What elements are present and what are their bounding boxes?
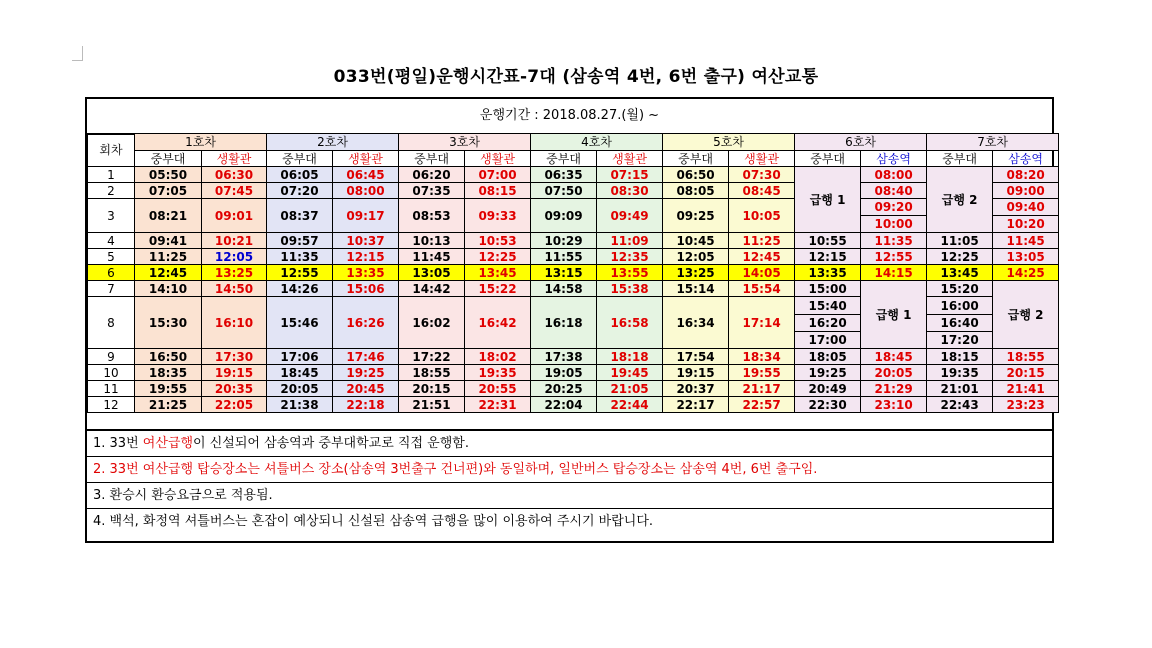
time-cell: 15:46: [267, 297, 333, 349]
time-cell: 16:02: [399, 297, 465, 349]
time-cell: 20:05: [861, 365, 927, 381]
header-stop: 삼송역: [993, 151, 1059, 167]
time-cell: 07:35: [399, 183, 465, 199]
time-cell: 18:45: [861, 349, 927, 365]
time-cell: 15:14: [663, 281, 729, 297]
round-number: 6: [88, 265, 135, 281]
time-cell: 17:06: [267, 349, 333, 365]
time-cell: 13:25: [663, 265, 729, 281]
time-cell: 22:18: [333, 397, 399, 413]
time-cell: 13:25: [202, 265, 267, 281]
header-stop: 삼송역: [861, 151, 927, 167]
time-cell: 05:50: [135, 167, 202, 183]
header-stop: 중부대: [795, 151, 861, 167]
header-bus: 5호차: [663, 134, 795, 151]
note-4: 4. 백석, 화정역 셔틀버스는 혼잡이 예상되니 신설된 삼송역 급행을 많이 이용하여 주시기 바랍니다.: [87, 508, 1052, 534]
time-cell: 15:22: [465, 281, 531, 297]
express-time-stack: [927, 297, 993, 349]
express-2-label: 급행 2: [993, 281, 1059, 349]
time-cell: 12:55: [861, 249, 927, 265]
time-cell: 18:15: [927, 349, 993, 365]
time-cell: 20:35: [202, 381, 267, 397]
express-time: 17:00: [795, 331, 860, 348]
time-cell: 20:45: [333, 381, 399, 397]
express-time: 10:00: [861, 215, 926, 232]
time-cell: 10:45: [663, 233, 729, 249]
time-cell: 19:25: [333, 365, 399, 381]
time-cell: 14:26: [267, 281, 333, 297]
time-cell: 10:53: [465, 233, 531, 249]
table-row: [88, 281, 1059, 297]
time-cell: 16:58: [597, 297, 663, 349]
time-cell: 23:23: [993, 397, 1059, 413]
header-stop: 생활관: [202, 151, 267, 167]
table-row: [88, 233, 1059, 249]
time-cell: 09:01: [202, 199, 267, 233]
time-cell: 14:10: [135, 281, 202, 297]
time-cell: 14:15: [861, 265, 927, 281]
time-cell: 18:02: [465, 349, 531, 365]
round-number: 5: [88, 249, 135, 265]
time-cell: 07:50: [531, 183, 597, 199]
time-cell: 20:55: [465, 381, 531, 397]
time-cell: 06:45: [333, 167, 399, 183]
time-cell: 20:25: [531, 381, 597, 397]
time-cell: 16:10: [202, 297, 267, 349]
time-cell: 08:21: [135, 199, 202, 233]
time-cell: 18:34: [729, 349, 795, 365]
time-cell: 12:05: [663, 249, 729, 265]
time-cell: 08:00: [333, 183, 399, 199]
time-cell: 19:55: [729, 365, 795, 381]
time-cell: 06:50: [663, 167, 729, 183]
time-cell: 12:45: [135, 265, 202, 281]
timetable-frame: [85, 97, 1054, 543]
table-row: [88, 249, 1059, 265]
time-cell: 16:18: [531, 297, 597, 349]
round-number: 11: [88, 381, 135, 397]
header-bus: 1호차: [135, 134, 267, 151]
header-bus: 3호차: [399, 134, 531, 151]
time-cell: 07:15: [597, 167, 663, 183]
note-1-text: 이 신설되어 삼송역과 중부대학교로 직접 운행함.: [193, 436, 469, 451]
time-cell: 20:15: [993, 365, 1059, 381]
time-cell: 08:45: [729, 183, 795, 199]
express-2-label: 급행 2: [927, 167, 993, 233]
time-cell: 08:37: [267, 199, 333, 233]
time-cell: 14:25: [993, 265, 1059, 281]
time-cell: 13:55: [597, 265, 663, 281]
time-cell: 22:31: [465, 397, 531, 413]
table-row: [88, 381, 1059, 397]
header-stop: 중부대: [927, 151, 993, 167]
time-cell: 14:05: [729, 265, 795, 281]
time-cell: 10:13: [399, 233, 465, 249]
express-time: 08:20: [993, 167, 1059, 183]
time-cell: 17:22: [399, 349, 465, 365]
time-cell: 10:37: [333, 233, 399, 249]
time-cell: 12:15: [795, 249, 861, 265]
table-row: [88, 365, 1059, 381]
express-time: 09:00: [993, 183, 1059, 199]
express-time: 15:20: [927, 281, 993, 297]
time-cell: 16:34: [663, 297, 729, 349]
time-cell: 17:46: [333, 349, 399, 365]
time-cell: 10:29: [531, 233, 597, 249]
express-1-label: 급행 1: [861, 281, 927, 349]
time-cell: 11:05: [927, 233, 993, 249]
header-bus: 4호차: [531, 134, 663, 151]
time-cell: 11:25: [729, 233, 795, 249]
time-cell: 06:20: [399, 167, 465, 183]
time-cell: 17:54: [663, 349, 729, 365]
time-cell: 13:45: [927, 265, 993, 281]
time-cell: 13:05: [993, 249, 1059, 265]
time-cell: 10:55: [795, 233, 861, 249]
time-cell: 21:51: [399, 397, 465, 413]
time-cell: 06:05: [267, 167, 333, 183]
time-cell: 12:45: [729, 249, 795, 265]
header-bus: 6호차: [795, 134, 927, 151]
time-cell: 16:42: [465, 297, 531, 349]
time-cell: 21:29: [861, 381, 927, 397]
time-cell: 22:43: [927, 397, 993, 413]
time-cell: 22:17: [663, 397, 729, 413]
time-cell: 20:37: [663, 381, 729, 397]
time-cell: 07:00: [465, 167, 531, 183]
time-cell: 19:45: [597, 365, 663, 381]
time-cell: 13:05: [399, 265, 465, 281]
time-cell: 07:05: [135, 183, 202, 199]
notes: [87, 429, 1052, 534]
time-cell: 08:15: [465, 183, 531, 199]
time-cell: 22:57: [729, 397, 795, 413]
time-cell: 09:09: [531, 199, 597, 233]
time-cell: 09:33: [465, 199, 531, 233]
header-stop: 중부대: [135, 151, 202, 167]
round-number: 1: [88, 167, 135, 183]
express-time: 16:40: [927, 314, 992, 331]
time-cell: 21:38: [267, 397, 333, 413]
table-row: [88, 265, 1059, 281]
time-cell: 11:35: [861, 233, 927, 249]
time-cell: 08:05: [663, 183, 729, 199]
header-bus: 7호차: [927, 134, 1059, 151]
round-number: 10: [88, 365, 135, 381]
express-time: 10:20: [993, 215, 1058, 232]
time-cell: 17:38: [531, 349, 597, 365]
express-time-stack: [993, 199, 1059, 233]
time-cell: 18:55: [993, 349, 1059, 365]
time-cell: 18:05: [795, 349, 861, 365]
time-cell: 09:25: [663, 199, 729, 233]
round-number: 4: [88, 233, 135, 249]
time-cell: 22:04: [531, 397, 597, 413]
page-title: 033번(평일)운행시간표-7대 (삼송역 4번, 6번 출구) 여산교통: [333, 67, 819, 87]
header-stop: 생활관: [333, 151, 399, 167]
time-cell: 17:30: [202, 349, 267, 365]
timetable: [87, 133, 1059, 413]
time-cell: 09:41: [135, 233, 202, 249]
header-row-buses: [88, 134, 1059, 151]
time-cell: 19:35: [927, 365, 993, 381]
time-cell: 15:30: [135, 297, 202, 349]
time-cell: 06:30: [202, 167, 267, 183]
express-time: 15:40: [808, 298, 847, 313]
table-row: [88, 199, 1059, 233]
table-row: [88, 397, 1059, 413]
time-cell: 14:42: [399, 281, 465, 297]
time-cell: 18:45: [267, 365, 333, 381]
time-cell: 18:35: [135, 365, 202, 381]
time-cell: 20:05: [267, 381, 333, 397]
time-cell: 07:20: [267, 183, 333, 199]
time-cell: 07:45: [202, 183, 267, 199]
time-cell: 08:53: [399, 199, 465, 233]
time-cell: 12:25: [465, 249, 531, 265]
page-corner-mark: [72, 46, 83, 61]
round-number: 7: [88, 281, 135, 297]
time-cell: 10:05: [729, 199, 795, 233]
time-cell: 11:35: [267, 249, 333, 265]
header-stop: 중부대: [267, 151, 333, 167]
time-cell: 22:30: [795, 397, 861, 413]
note-1-prefix: 1. 33번: [93, 436, 143, 451]
time-cell: 15:54: [729, 281, 795, 297]
round-number: 3: [88, 199, 135, 233]
time-cell: 19:05: [531, 365, 597, 381]
time-cell: 12:25: [927, 249, 993, 265]
time-cell: 12:05: [202, 249, 267, 265]
time-cell: 21:17: [729, 381, 795, 397]
round-number: 9: [88, 349, 135, 365]
header-stop: 생활관: [597, 151, 663, 167]
time-cell: 19:15: [202, 365, 267, 381]
time-cell: 13:35: [795, 265, 861, 281]
express-time: 17:20: [927, 331, 992, 348]
time-cell: 19:35: [465, 365, 531, 381]
express-time: 15:00: [795, 281, 861, 297]
time-cell: 13:35: [333, 265, 399, 281]
round-number: 12: [88, 397, 135, 413]
time-cell: 16:26: [333, 297, 399, 349]
note-2: 2. 33번 여산급행 탑승장소는 셔틀버스 장소(삼송역 3번출구 건너편)와 동일하며, 일반버스 탑승장소는 삼송역 4번, 6번 출구임.: [87, 456, 1052, 482]
time-cell: 20:49: [795, 381, 861, 397]
time-cell: 21:01: [927, 381, 993, 397]
express-time-stack: [795, 297, 861, 349]
table-row: [88, 167, 1059, 183]
header-stop: 중부대: [531, 151, 597, 167]
time-cell: 15:06: [333, 281, 399, 297]
time-cell: 11:55: [531, 249, 597, 265]
express-time: 16:20: [795, 314, 860, 331]
round-number: 2: [88, 183, 135, 199]
time-cell: 21:41: [993, 381, 1059, 397]
time-cell: 21:25: [135, 397, 202, 413]
time-cell: 12:15: [333, 249, 399, 265]
time-cell: 09:57: [267, 233, 333, 249]
time-cell: 09:49: [597, 199, 663, 233]
header-round: 회차: [88, 134, 135, 167]
time-cell: 10:21: [202, 233, 267, 249]
time-cell: 16:50: [135, 349, 202, 365]
time-cell: 13:45: [465, 265, 531, 281]
time-cell: 22:05: [202, 397, 267, 413]
note-3: 3. 환승시 환승요금으로 적용됨.: [87, 482, 1052, 508]
time-cell: 13:15: [531, 265, 597, 281]
table-row: [88, 349, 1059, 365]
express-time: 08:00: [861, 167, 927, 183]
header-stop: 중부대: [399, 151, 465, 167]
service-period: 운행기간 : 2018.08.27.(월) ~: [87, 99, 1052, 135]
header-row-stops: [88, 151, 1059, 167]
express-time: 09:20: [874, 200, 913, 214]
time-cell: 11:25: [135, 249, 202, 265]
time-cell: 17:14: [729, 297, 795, 349]
note-1: [87, 429, 1052, 456]
time-cell: 22:44: [597, 397, 663, 413]
round-number: 8: [88, 297, 135, 349]
time-cell: 06:35: [531, 167, 597, 183]
express-time: 09:40: [1006, 200, 1045, 214]
time-cell: 08:30: [597, 183, 663, 199]
time-cell: 11:45: [993, 233, 1059, 249]
time-cell: 14:58: [531, 281, 597, 297]
time-cell: 23:10: [861, 397, 927, 413]
header-stop: 중부대: [663, 151, 729, 167]
time-cell: 18:18: [597, 349, 663, 365]
time-cell: 19:15: [663, 365, 729, 381]
time-cell: 11:45: [399, 249, 465, 265]
time-cell: 14:50: [202, 281, 267, 297]
table-row: [88, 183, 1059, 199]
note-1-highlight: 여산급행: [142, 436, 194, 451]
express-time: 16:00: [940, 298, 979, 313]
express-1-label: 급행 1: [795, 167, 861, 233]
header-stop: 생활관: [729, 151, 795, 167]
time-cell: 11:09: [597, 233, 663, 249]
time-cell: 19:55: [135, 381, 202, 397]
express-time-stack: [861, 199, 927, 233]
time-cell: 18:55: [399, 365, 465, 381]
time-cell: 15:38: [597, 281, 663, 297]
express-time: 08:40: [861, 183, 927, 199]
time-cell: 19:25: [795, 365, 861, 381]
time-cell: 21:05: [597, 381, 663, 397]
time-cell: 12:35: [597, 249, 663, 265]
time-cell: 09:17: [333, 199, 399, 233]
time-cell: 07:30: [729, 167, 795, 183]
time-cell: 12:55: [267, 265, 333, 281]
time-cell: 20:15: [399, 381, 465, 397]
header-stop: 생활관: [465, 151, 531, 167]
header-bus: 2호차: [267, 134, 399, 151]
